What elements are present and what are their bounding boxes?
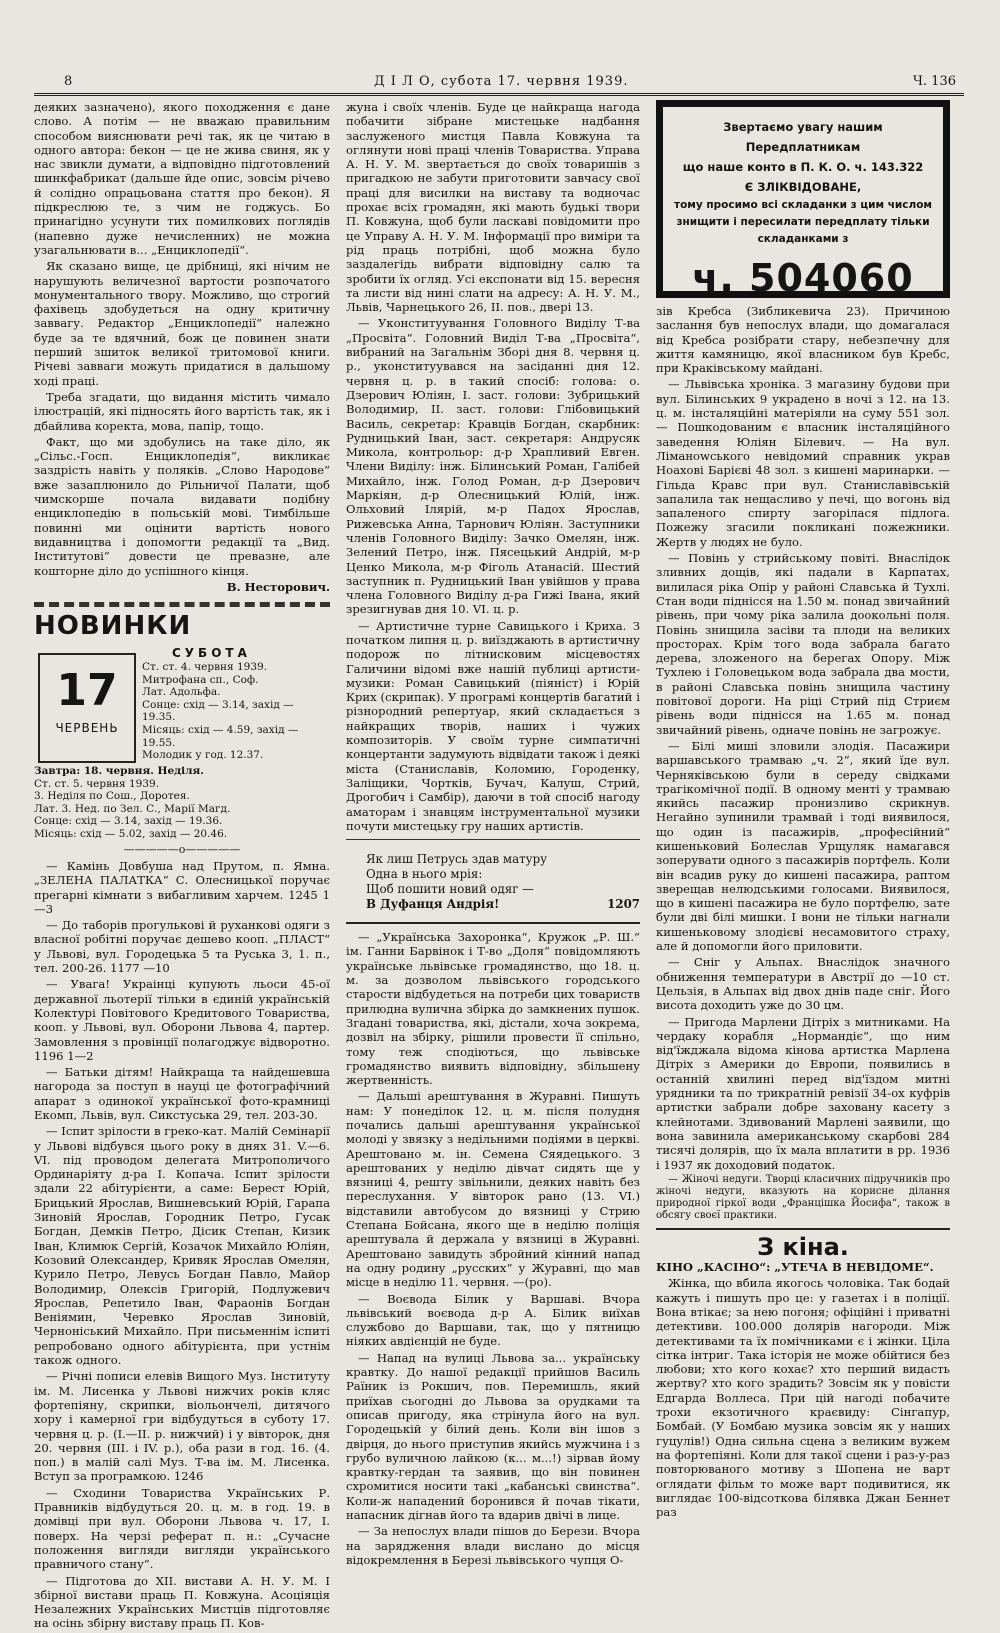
- calendar-weekday: СУБОТА: [172, 646, 251, 661]
- article-paragraph: Факт, що ми здобулись на таке діло, як „Сільс.-Госп. Енциклопедія“, викликає заздрість навіть у поляків. „Слово Народове“ вже зазаплюнило до Рільничої Палати, щоб чимскорше почала видавати подібну енциклопедію в польській мові. Тимбільше повинні ми оцінити вартість нового видавництва і допомогти редакції та „Вид. Інститутові“ довести це превазне, але кошторне діло до успішного кінця.: [34, 434, 330, 578]
- notice-line: Є ЗЛІКВІДОВАНЕ,: [744, 180, 862, 194]
- calendar-line: Сонце: схід — 3.14, захід — 19.35.: [142, 698, 294, 724]
- divider: [656, 1228, 950, 1230]
- notice-line: що наше конто в П. К. О. ч. 143.322: [682, 160, 924, 174]
- news-item: — Воєвода Білик у Варшаві. Вчора львівський воєвода д-р А. Білик виїхав службово до Варшави, так, що у пятницю ніяких авдієнцій не буде.: [346, 1291, 640, 1349]
- tomorrow-line: Місяць: схід — 5.02, захід — 20.46.: [34, 828, 228, 841]
- news-item: — Пригода Марлени Дітріх з митниками. На чердаку корабля „Нормандіє“, що ним від'їжджала відома кінова артистка Марлена Дітріх з Америки до Европи, появились в останній хвилині перед від'їздом митні урядники та по трикратній ревізії 34-ох куфрів артистки забрали добре заховану касету з клейнотами. Здивований Марлені заявили, що вона завинила американському скарбові 284 тисячі долярів, що їх мала вплатити в рр. 1936 і 1937 як доходовий податок.: [656, 1014, 950, 1172]
- calendar-month: ЧЕРВЕНЬ: [55, 721, 119, 736]
- page-header: [34, 72, 964, 94]
- news-item: — Львівська хроніка. З магазину будови при вул. Білинських 9 украдено в ночі з 12. на 13. ц. м. інсталяційні матеріяли на суму 551 зол. — Пошкодованим є власник інсталяційного заведення Юліян Білевич. — На вул. Ліманowського невідомий справник украв Ноахові Барієві 48 зол. з кишені маринарки. — Гільда Кравс при вул. Станиславівській запалила так нещасливо у печі, що вогонь від запаленого спирту загорілася підлога. Пожежу згасили покликані пожежники. Жертв у людях не було.: [656, 377, 950, 549]
- calendar-line: Митрофана сп., Соф.: [142, 673, 259, 686]
- news-item: — Увага! Украінці купують льоси 45-ої державної льотерії тільки в єдиній українській Колектурі Повітового Кредитового Товариства, кооп. у Львові, вул. Оборони Львова 4, партер. Замовлення з провінції полагоджує відворотно. 1196 1—2: [34, 977, 330, 1063]
- poem-signature: В Дуфанця Андрія!: [366, 897, 500, 912]
- cinema-review-title: КІНО „КАСІНО“: „УТЕЧА В НЕВІДОМЕ“.: [656, 1260, 934, 1275]
- page-number: 8: [64, 74, 73, 89]
- separator: —————o—————: [123, 842, 241, 856]
- account-number: ч. 504060: [692, 256, 914, 300]
- masthead: Д І Л О, субота 17. червня 1939.: [374, 74, 629, 89]
- calendar-line: Молодик у год. 12.37.: [142, 749, 264, 762]
- notice-line: Звертаємо увагу нашим Передплатникам: [723, 120, 883, 154]
- news-item: — Дальші арештування в Журавні. Пишуть нам: У понеділок 12. ц. м. після полудня почались дальші арештування української молоді у звязку з недільними подіями в церкві. Арештовано м. ін. Семена Сяядецького. З арештованих у неділю дівчат сидять ще у вязниці 4, решту звільнили, деяких навіть без переслухання. У вівторок рано (13. VI.) відставили автобусом до вязниці у Стрию Степана Бойсана, якого ще в неділю поліція арештувала й держала у вязниці в Журавні. Арештовано завидуть збройний кінний напад на одну родину „русских“ у Журавні, що мав місце в неділю 11. червня. —(ро).: [346, 1089, 640, 1290]
- tomorrow-line: Ст. ст. 5. червня 1939.: [34, 777, 160, 790]
- tomorrow-block: [34, 765, 330, 841]
- news-item: — „Українська Захоронка“, Кружок „Р. Ш.“ ім. Ганни Барвінок і Т-во „Доля“ повідомляють українське львівське громадянство, що 18. ц. м. за дозволом львівського городського старости відбудеться на потреби цих товариств прилюдна вулична збірка до замкнених пушок. Згадані товариства, які, дістали, хоча зокрема, дозвіл на збірку, рішили провести її спільно, тому теж сподіються, що львівське громадянство виявить відповідну, збільшену жертвенність.: [346, 930, 640, 1088]
- calendar-line: Ст. ст. 4. червня 1939.: [142, 661, 268, 674]
- cinema-review-text: Жінка, що вбила якогось чоловіка. Так бодай кажуть і пишуть про це: у газетах і в поліції. Вона втікає; за нею погоня; офіційні і приватні детективи. 100.000 долярів нагороди. Між детективами та їх помічниками є і жінки. Ціла сітка інтриг. Така історія не може обійтися без любови; хто кого кохає? хто перший видасть жертву? хто кого зрадить? Зовсім як у повісти Едгарда Воллеса. При цій нагоді побачите трохи екзотичного краєвиду: Сінгапур, Бомбай. (У Бомбаю музика зовсім як у наших гуцулів!) Одна сильна сцена з великим вужем на фортепіяні. Коли для такої сцени і раз-у-раз повторюваного мотиву з Шопена не варт оглядати фільм то може варт подивитися, як виглядає 100-відсоткова білявка Джан Беннет раз: [656, 1276, 950, 1520]
- article-paragraph: деяких зазначено), якого походження є дане слово. А потім — не вважаю правильним способом вияснювати речі так, як це читаю в одного автора: бекон — це не жива свиня, як у нас звикли думати, а відповідно підготовлений шинкфабрикат (дальше йде опис, зовсім річево й солідно опрацьована стаття про бекон). Я підкреслюю те, з чим не годжусь. Бо принагідно усунути тих помилкових поглядів (напевно дуже нечисленних) не можна узагальнювати в... „Енциклопедії“.: [34, 100, 330, 257]
- section-divider: [34, 602, 330, 607]
- divider: [346, 922, 640, 924]
- news-item: — Сходини Товариства Українських Р. Правників відбудуться 20. ц. м. в год. 19. в домівці при вул. Оборони Львова ч. 17, І. поверх. На черзі реферат п. н.: „Сучасне положення вигляди вигляди українського правничого стану“.: [34, 1485, 330, 1572]
- poem-line: Одна в нього мрія:: [366, 867, 483, 882]
- news-item: — За непослух влади пішов до Берези. Вчора на зарядження влади вислано до місця відокремлення в Березі львівського чупця О-: [346, 1524, 640, 1567]
- news-item: — Підготова до XII. вистави А. Н. У. М. І збірної вистави праць П. Ковжуна. Асоціяція Незалежних Українських Мистців підготовляє на осінь збірну виставу праць П. Ков-: [34, 1573, 330, 1631]
- news-item: — Уконституування Головного Виділу Т-ва „Просвіта“. Головний Виділ Т-ва „Просвіта“, вибраний на Загальнім Зборі дня 8. червня ц. р., уконституувався на засіданні дня 12. червня ц. р. в такий спосіб: голова: о. Дзерович Юліян, І. заст. голови: Зубрицький Володимир, ІІ. заст. голови: Глібовицький Василь, секретар: Кравців Богдан, скарбник: Рудницький Іван, заст. секретаря: Андрусяк Микола, контрольор: д-р Храпливий Евген. Члени Виділу: інж. Білинський Роман, Галібей Михайло, інж. Голод Роман, д-р Дзерович Маркіян, д-р Олесницький Юлій, інж. Ольховий Ілярій, м-р Падох Ярослав, Рижевська Анна, Тарнович Юліян. Заступники членів Головного Виділу: Зачко Омелян, інж. Зелений Петро, інж. Пясецький Андрій, м-р Ценко Микола, м-р Фіголь Атанасій. Шестий заступник п. Рудницький Іван увійшов у права члена Головного Виділу д-ра Гижі Івана, який зрезигнував дня 10. VI. ц. р.: [346, 316, 640, 617]
- calendar-date-box: [38, 653, 136, 763]
- column-2: [346, 100, 640, 1569]
- calendar-line: Лат. Адольфа.: [142, 686, 221, 699]
- news-item: — До таборів прогулькові й руханкові одяги з власної робітні поручає дешево кооп. „ПЛАСТ“ у Львові, вул. Городецька 5 та Руська 3, 1. п., тел. 200-26. 1177 —10: [34, 918, 330, 976]
- tomorrow-line: Сонце: схід — 3.14, захід — 19.36.: [34, 815, 223, 828]
- news-item: — Напад на вулиці Львова за... українську кравтку. До нашої редакції прийшов Василь Раїник із Рокшич, пов. Перемишль, який приїхав сьогодні до Львова за орудками та описав пригоду, яка стрінула його на вул. Городецькій у білий день. Коли він ішов з двірця, до нього приступив якийсь мужчина і з грубо вуличною лайкою (к... м...!) зірвав йому кравтку-гердан та заявив, що він повинен схромитися носити такі „кабанські свинства“. Коли-ж нападений боронився й почав тікати, напасник дігнав його та вдарив двічі в лице.: [346, 1350, 640, 1523]
- subscriber-notice: [656, 100, 950, 298]
- news-item: — Камінь Довбуша над Прутом, п. Ямна. „ЗЕЛЕНА ПАЛАТКА“ С. Олесницької поручає прегарні кімнати з вибагливим харчем. 1245 1—3: [34, 858, 330, 916]
- header-rule: [34, 93, 964, 96]
- tomorrow-line: 3. Неділя по Сош., Доротея.: [34, 790, 190, 803]
- poem-line: Щоб пошити новий одяг —: [366, 882, 534, 897]
- column-1: [34, 100, 330, 1633]
- article-continuation: зів Кребса (Зибликевича 23). Причиною заслання був непослух влади, що домагалася від Кребса розібрати стару, небезпечну для життя камяницю, якої власником був Кребс, при Краківському майдані.: [656, 304, 950, 376]
- notice-line: тому просимо всі складанки з цим числом знищити і пересилати передплату тільки складанками з: [673, 199, 933, 245]
- article-paragraph: Треба згадати, що видання містить чимало ілюстрацій, які підносять його вартість так, як і дбайлива коректа, мова, папір, тощо.: [34, 389, 330, 433]
- news-item: — Сніг у Альпах. Внаслідок значного обниження температури в Австрії до —10 ст. Цельзія, в Альпах від двох днів паде сніг. Його висота доходить уже до 30 цм.: [656, 955, 950, 1013]
- news-item: — Артистичне турне Савицького і Криха. З початком липня ц. р. виїзджають в артистичну подорож по літнисковим місцевостях Галичини відомі вже нашій публиці артисти-музики: Роман Савицький (піяніст) і Юрій Крих (скрипак). У програмі концертів багатий і різнородний репертуар, який складається з найкращих творів, наших і чужих композиторів. У своїм турне симпатичні концертанти задумують відвідати також і деякі міста (Станиславів, Коломию, Городенку, Заліщики, Чортків, Бучач, Калуш, Стрий, Дрогобич і Самбір), даючи в той спосіб нагоду аматорам і знавцям інструментальної музики почути мистецьку гру наших артистів.: [346, 618, 640, 833]
- news-item: — Батьки дітям! Найкраща та найдешевша нагорода за поступ в науці це фотографічний апарат з одинокої української фото-крамниці Екомп, Львів, вул. Сикстуська 29, тел. 203-30.: [34, 1065, 330, 1122]
- news-item: — Повінь у стрийському повіті. Внаслідок зливних дощів, які падали в Карпатах, вилилася ріка Опір у районі Славська й Тухлі. Стан води піднісся на 1.50 м. понад звичайний рівень, при чому ріка залила доокольні поля. Повінь знищила засіви та плоди на великих просторах. Крім того вода забрала багато дерева, зложеного на берегах Опору. Між Тухлею і Головецьком вода забрала два мости, в районі Славська повінь знищила частину повітової дороги. На ріці Стрий під Стриєм рівень води піднісся на 1.65 м. понад звичайний рівень, одначе повінь не загрожує.: [656, 551, 950, 737]
- issue-number: Ч. 136: [912, 74, 956, 89]
- section-title: НОВИНКИ: [34, 611, 192, 642]
- ad-poem: [366, 852, 640, 912]
- tomorrow-line: Завтра: 18. червня. Неділя.: [34, 765, 204, 778]
- poem-line: Як лиш Петрусь здав матуру: [366, 852, 548, 867]
- divider: [346, 839, 640, 840]
- calendar-block: [34, 645, 330, 765]
- news-item: — Іспит зрілости в греко-кат. Малій Семінарії у Львові відбувся цього року в днях 31. V.—6. VI. під проводом делегата Митрополичого Ординаріяту д-ра І. Копача. Іспит зрілости здали 22 абітурієнти, а саме: Берест Юрій, Брицький Ярослав, Вишневський Юрій, Гарапа Зиновій Ярослав, Городник Петро, Гусак Богдан, Демків Петро, Дісик Степан, Кизик Іван, Климюк Сергій, Козачок Михайло Юліян, Козовий Олександер, Кривяк Ярослав Омелян, Курило Петро, Левусь Богдан Павло, Майор Володимир, Олексів Григорій, Подлужевич Ярослав, Репетило Іван, Фараонів Богдан Веніямин, Черевко Ярослав Зиновій, Черноніський Михайло. При письменнім іспиті репробовано одного абітурієнта, при устнім також одного.: [34, 1124, 330, 1368]
- poem-signature-row: [366, 897, 640, 912]
- tomorrow-line: Лат. 3. Нед. по Зел. С., Марії Магд.: [34, 802, 231, 815]
- article-signature: В. Несторович.: [226, 579, 330, 594]
- news-item: — Річні пописи елевів Вищого Муз. Інституту ім. М. Лисенка у Львові нижчих років кляс фортепіяну, скрипки, віольончелі, дитячого хору і камерної гри відбудуться в суботу 17. червня ц. р. (I.—II. р. нижчий) і у вівторок, дня 20. червня (III. і IV. р.), оба рази в год. 16. (4. поп.) в малій салі Муз. Т-ва ім. М. Лисенка. Вступ за програмкою. 1246: [34, 1369, 330, 1484]
- calendar-info: [142, 645, 330, 762]
- column-3: [656, 100, 950, 1521]
- news-item: — Жіночі недуги. Творці класичних підручників про жіночі недуги, вказують на корисне ділання природної гіркої води „Францішка Йосифа“, також в обсягу своєї практики.: [656, 1173, 950, 1221]
- news-item: — Білі миші зловили злодія. Пасажири варшавського трамваю „ч. 2“, який їде вул. Черняківською були в середу свідками трагікомічної події. В одному менті у трамваю якийсь пасажир пронизливо скрикнув. Негайно зупинили трамвай і тоді виявилося, що один із пасажирів, „професійний“ кишеньковий Болеслав Урщуляк намагався зоперувати одного з пасажирів портфель. Коли він всадив руку до кишені пасажира, раптом зверещав нелюдськими голосами. Виявилося, що в кишені пасажира не було портфелю, зате були дві білі мишки. І вони не тільки нагнали кишеньковому злодієві несамовитого страху, але й допомогли його приловити.: [656, 738, 950, 954]
- article-paragraph: Як сказано вище, це дрібниці, які нічим не нарушують величезної вартости розпочатого монументального твору. Можливо, що строгий фахівець здобудеться на одну критичну заввагу. Редактор „Енциклопедії“ належно буде за те вдячний, бож це повинен знати перший зшиток великої тритомової книги. Річеві завваги можуть придатися в дальшому ході праці.: [34, 259, 330, 388]
- ad-number: 1207: [607, 897, 640, 912]
- article-continuation: жуна і своїх членів. Буде це найкраща нагода побачити зібране мистецьке надбання заслуженого мистця Павла Ковжуна та оглянути нові праці членів Товариства. Управа А. Н. У. М. звертається до своїх товаришів з пригадкою не забути приготовити завчасу свої праці для висилки на виставу та водночас прохає всіх громадян, які мають будькі твори П. Ковжуна, щоб були ласкаві повідомити про це Управу А. Н. У. М. Інформації про виміри та рід праць потрібні, щоб можна було заздалегідь вибрати відповідну салю та зробити їх огляд. Усі експонати від 15. вересня та листи від нині слати на адресу: А. Н. У. М., Львів, Чарнецького 26, II. пов., двері 13.: [346, 100, 640, 315]
- calendar-day: 17: [56, 665, 118, 717]
- cinema-section-title: З кіна.: [757, 1232, 849, 1261]
- calendar-line: Місяць: схід — 4.59, захід — 19.55.: [142, 724, 299, 749]
